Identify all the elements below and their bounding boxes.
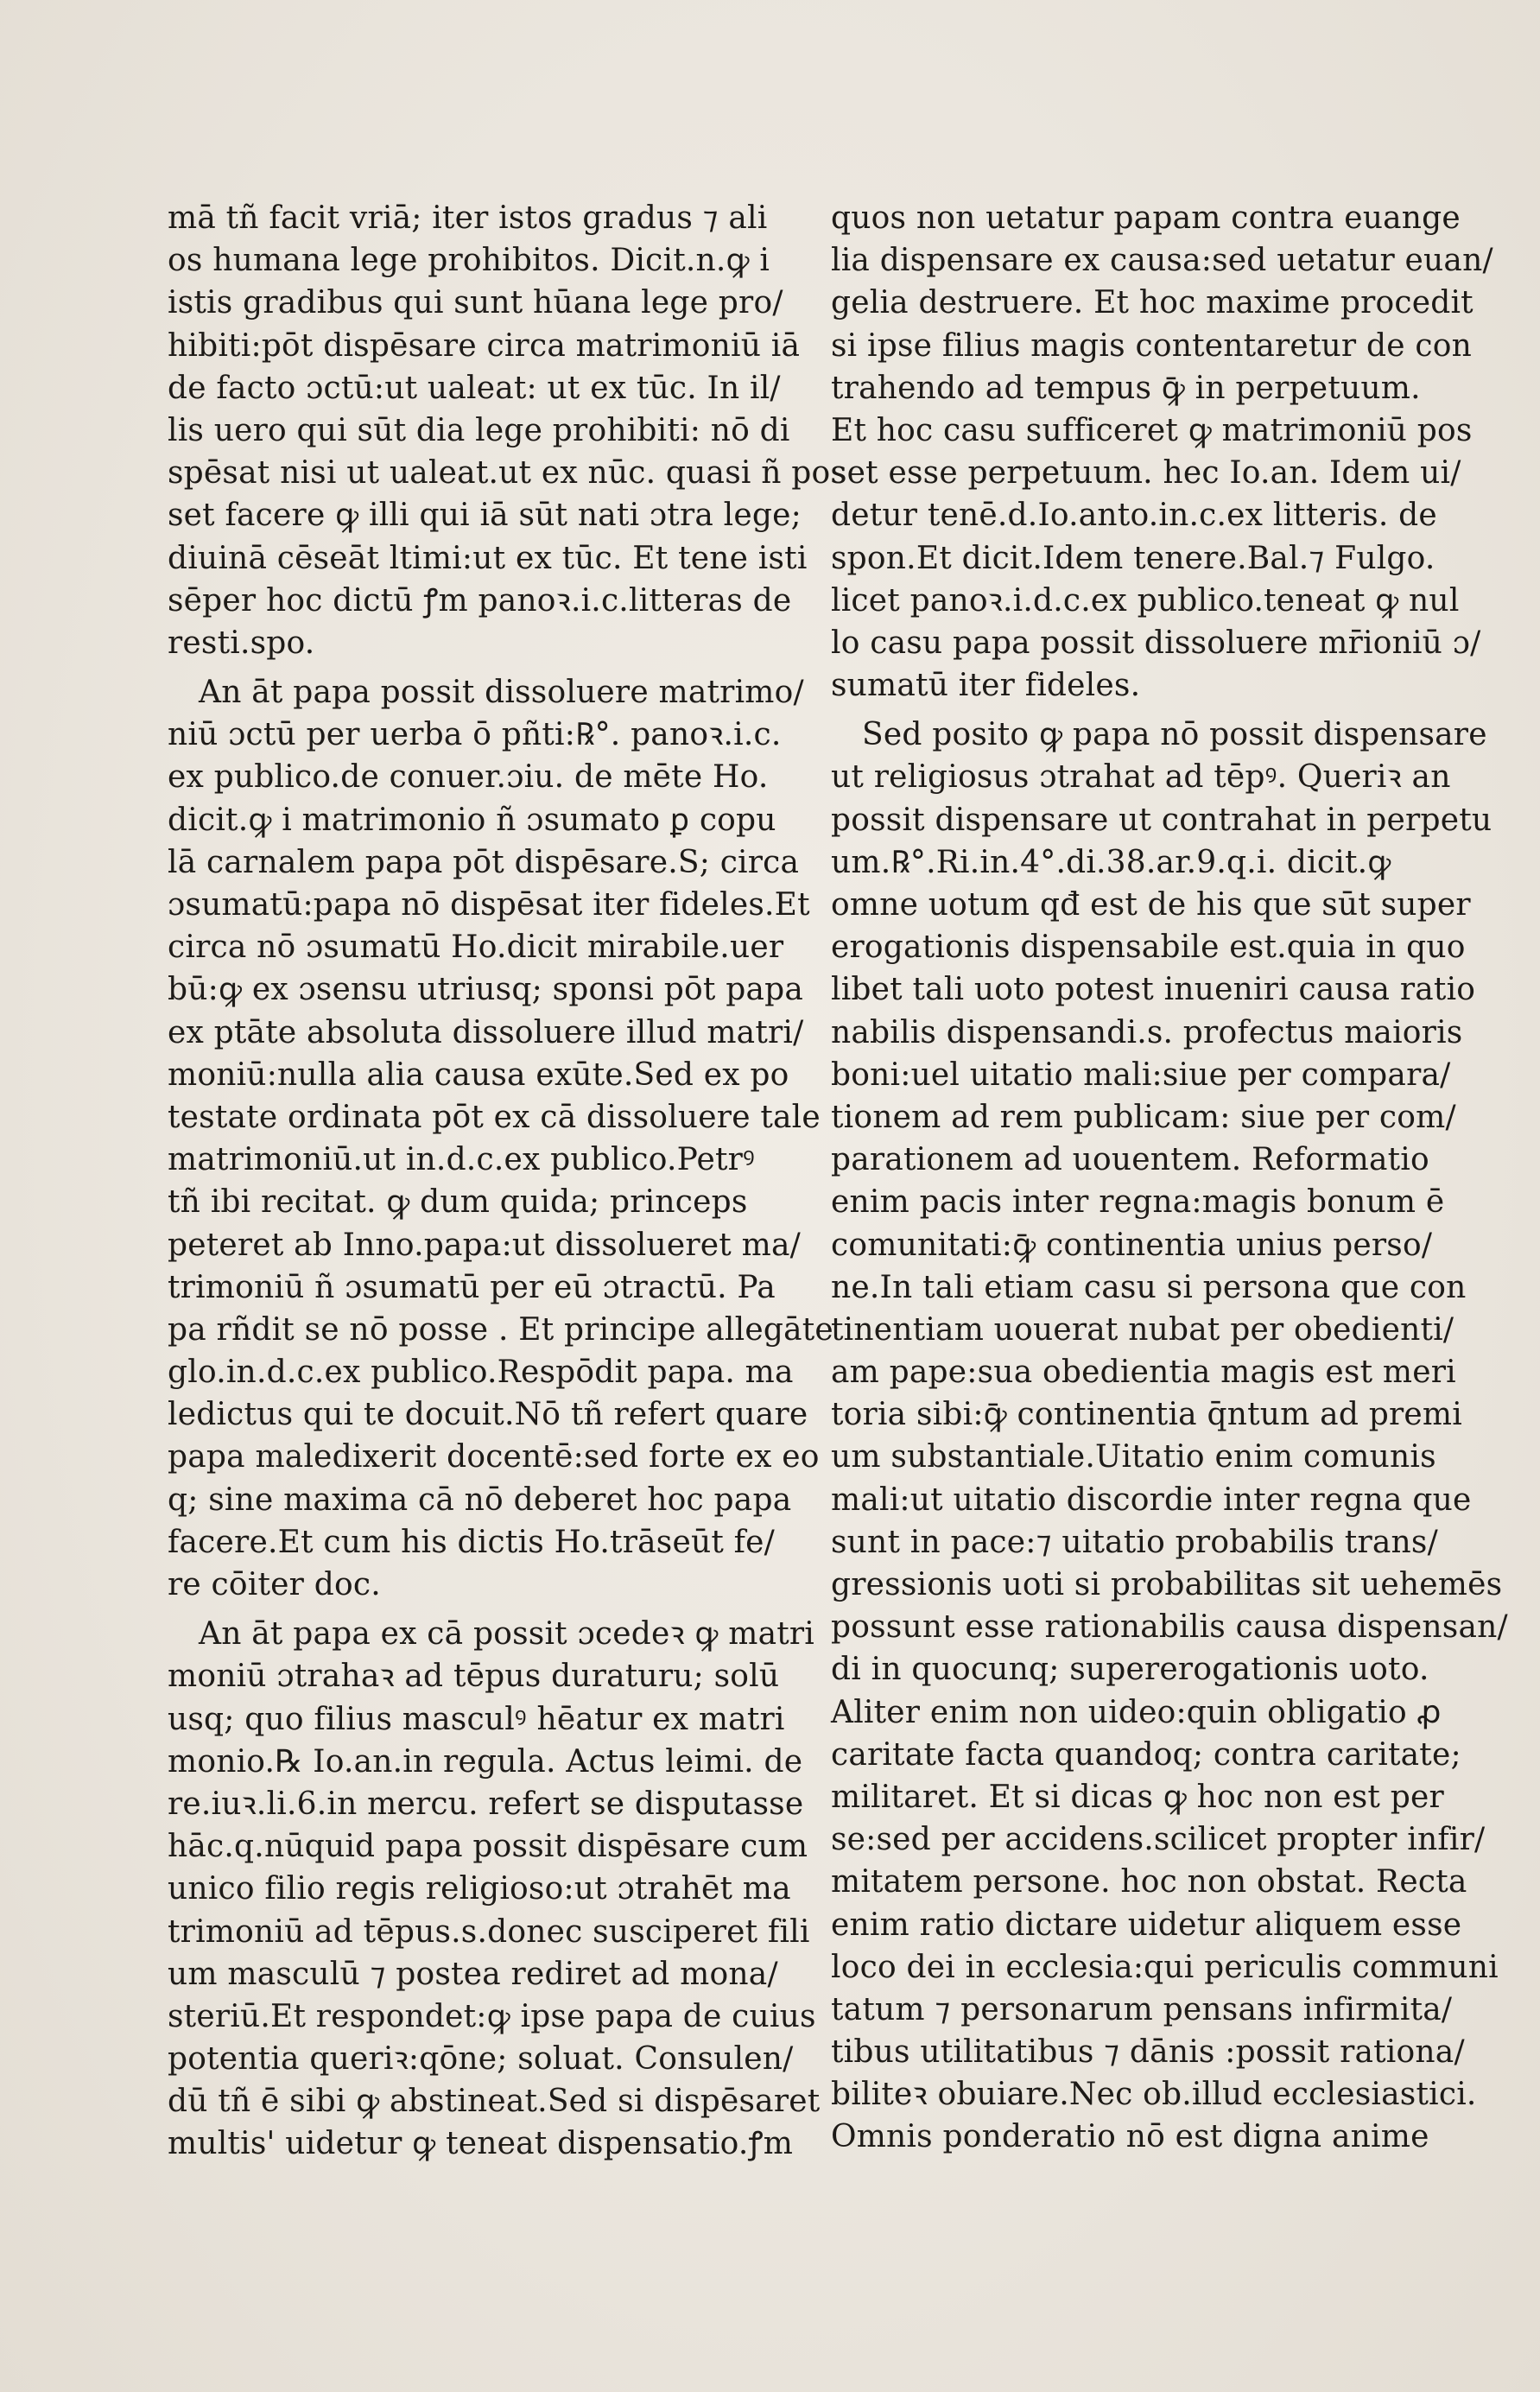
text-line: dicit.ꝙ i matrimonio ñ ɔsumato ꝑ copu xyxy=(168,802,776,838)
text-line: lā carnalem papa pōt dispēsare.S; circa xyxy=(168,844,800,880)
text-line: ut religiosus ɔtrahat ad tēpꝰ. Queriꝛ an xyxy=(831,759,1451,796)
text-line: enim ratio dictare uidetur aliquem esse xyxy=(831,1907,1462,1943)
text-line: comunitati:ꝙ̄ continentia unius perso/ xyxy=(831,1227,1433,1263)
text-line: resti.spo. xyxy=(168,625,315,661)
text-line: moniū:nulla alia causa exūte.Sed ex po xyxy=(168,1056,789,1093)
text-line: ex publico.de conuer.ɔiu. de mēte Ho. xyxy=(168,759,769,796)
text-line: bū:ꝙ ex ɔsensu utriusq; sponsi pōt papa xyxy=(168,972,804,1008)
text-line: set facere ꝙ illi qui iā sūt nati ɔtra lege; xyxy=(168,498,802,534)
text-line: libet tali uoto potest inueniri causa ratio xyxy=(831,972,1476,1008)
text-line: omne uotum qđ est de his que sūt super xyxy=(831,887,1471,923)
text-line: possit dispensare ut contrahat in perpetu xyxy=(831,802,1492,838)
text-line: re cōiter doc. xyxy=(168,1567,381,1602)
text-line: boni:uel uitatio mali:siue per compara/ xyxy=(831,1056,1451,1093)
text-line: sumatū iter fideles. xyxy=(831,668,1141,704)
text-line: si ipse filius magis contentaretur de con xyxy=(831,327,1472,364)
text-line: lo casu papa possit dissoluere mr̄ioniū ɔ/ xyxy=(831,625,1481,661)
text-line: ne.In tali etiam casu si persona que con xyxy=(831,1269,1467,1305)
text-line: loco dei in ecclesia:qui periculis communi xyxy=(831,1949,1499,1985)
text-line: Sed posito ꝙ papa nō possit dispensare xyxy=(862,717,1487,753)
text-line: papa maledixerit docentē:sed forte ex eo xyxy=(168,1439,820,1475)
text-line: tatum ⁊ personarum pensans infirmita/ xyxy=(831,1991,1453,2027)
text-line: matrimoniū.ut in.d.c.ex publico.Petrꝰ xyxy=(168,1142,755,1178)
text-line: mali:ut uitatio discordie inter regna que xyxy=(831,1482,1472,1518)
text-line: tinentiam uouerat nubat per obedienti/ xyxy=(831,1311,1454,1348)
text-line: detur tenē.d.Io.anto.in.c.ex litteris. de xyxy=(831,498,1437,534)
left-column xyxy=(168,197,847,2166)
text-line: multis' uidetur ꝙ teneat dispensatio.ꝭm xyxy=(168,2126,794,2162)
text-line: tñ ibi recitat. ꝙ dum quida; princeps xyxy=(168,1184,748,1221)
text-line: hibiti:pōt dispēsare circa matrimoniū iā xyxy=(168,327,801,364)
text-line: mā tñ facit vriā; iter istos gradus ⁊ ali xyxy=(168,200,768,236)
text-line: moniū ɔtrahaꝛ ad tēpus duraturu; solū xyxy=(168,1659,780,1695)
text-line: nabilis dispensandi.s. profectus maioris xyxy=(831,1014,1463,1050)
text-line: niū ɔctū per uerba ō pñti:℞°. panoꝛ.i.c. xyxy=(168,717,782,753)
text-line: unico filio regis religioso:ut ɔtrahēt ma xyxy=(168,1871,791,1907)
text-line: trimoniū ñ ɔsumatū per eū ɔtractū. Pa xyxy=(168,1269,776,1305)
text-line: dū tñ ē sibi ꝙ abstineat.Sed si dispēsaret xyxy=(168,2084,821,2120)
text-line: trimoniū ad tēpus.s.donec susciperet fili xyxy=(168,1913,810,1950)
text-line: se:sed per accidens.scilicet propter infir/ xyxy=(831,1822,1486,1858)
text-line: tibus utilitatibus ⁊ dānis :possit rationa/ xyxy=(831,2034,1465,2071)
text-line: peteret ab Inno.papa:ut dissolueret ma/ xyxy=(168,1227,801,1263)
text-line: gressionis uoti si probabilitas sit uehemēs xyxy=(831,1567,1503,1602)
paragraph xyxy=(831,197,1493,707)
text-line: facere.Et cum his dictis Ho.trāseūt fe/ xyxy=(168,1524,776,1560)
text-line: os humana lege prohibitos. Dicit.n.ꝙ i xyxy=(168,243,770,279)
text-line: An āt papa possit dissoluere matrimo/ xyxy=(199,675,804,711)
text-line: istis gradibus qui sunt hūana lege pro/ xyxy=(168,285,783,321)
text-line: militaret. Et si dicas ꝙ hoc non est per xyxy=(831,1779,1444,1815)
paragraph xyxy=(831,714,1508,2158)
text-line: spēsat nisi ut ualeat.ut ex nūc. quasi ñ pos xyxy=(168,455,847,492)
text-line: set esse perpetuum. hec Io.an. Idem ui/ xyxy=(831,455,1461,492)
text-line: lia dispensare ex causa:sed uetatur euan/ xyxy=(831,243,1493,279)
paragraph xyxy=(168,671,833,1606)
text-line: um masculū ⁊ postea rediret ad mona/ xyxy=(168,1956,778,1992)
text-line: trahendo ad tempus ꝙ̄ in perpetuum. xyxy=(831,370,1421,406)
text-line: erogationis dispensabile est.quia in quo xyxy=(831,930,1466,966)
text-line: re.iuꝛ.li.6.in mercu. refert se disputasse xyxy=(168,1786,804,1822)
text-line: potentia queriꝛ:qōne; soluat. Consulen/ xyxy=(168,2041,794,2078)
text-line: di in quocunq; supererogationis uoto. xyxy=(831,1652,1429,1688)
text-line: glo.in.d.c.ex publico.Respōdit papa. ma xyxy=(168,1355,794,1391)
text-line: steriū.Et respondet:ꝙ ipse papa de cuius xyxy=(168,1998,816,2034)
text-line: biliteꝛ obuiare.Nec ob.illud ecclesiastici. xyxy=(831,2077,1477,2113)
text-line: am pape:sua obedientia magis est meri xyxy=(831,1355,1456,1391)
text-line: licet panoꝛ.i.d.c.ex publico.teneat ꝙ nul xyxy=(831,582,1460,619)
paragraph xyxy=(168,197,847,664)
text-line: caritate facta quandoq; contra caritate; xyxy=(831,1736,1461,1773)
text-line: de facto ɔctū:ut ualeat: ut ex tūc. In il/ xyxy=(168,370,781,406)
text-line: pa rñdit se nō posse . Et principe allegāte xyxy=(168,1311,833,1348)
text-line: possunt esse rationabilis causa dispensan/ xyxy=(831,1609,1508,1646)
text-line: gelia destruere. Et hoc maxime procedit xyxy=(831,285,1473,321)
text-line: lis uero qui sūt dia lege prohibiti: nō di xyxy=(168,412,790,448)
text-line: um substantiale.Uitatio enim comunis xyxy=(831,1439,1436,1475)
text-line: diuinā cēseāt ltimi:ut ex tūc. Et tene isti xyxy=(168,540,808,576)
text-line: usq; quo filius masculꝰ hēatur ex matri xyxy=(168,1701,785,1737)
text-line: toria sibi:ꝙ̄ continentia q̄ntum ad premi xyxy=(831,1397,1462,1433)
text-line: parationem ad uouentem. Reformatio xyxy=(831,1142,1429,1178)
text-line: ex ptāte absoluta dissoluere illud matri/ xyxy=(168,1014,804,1050)
text-line: sunt in pace:⁊ uitatio probabilis trans/ xyxy=(831,1524,1438,1560)
text-line: Omnis ponderatio nō est digna anime xyxy=(831,2119,1429,2155)
text-line: ɔsumatū:papa nō dispēsat iter fideles.Et xyxy=(168,887,810,923)
text-line: enim pacis inter regna:magis bonum ē xyxy=(831,1184,1445,1221)
text-line: Aliter enim non uideo:quin obligatio ꝓ xyxy=(831,1694,1442,1730)
text-line: An āt papa ex cā possit ɔcedeꝛ ꝙ matri xyxy=(199,1616,815,1653)
paragraph xyxy=(168,1613,821,2165)
text-line: q; sine maxima cā nō deberet hoc papa xyxy=(168,1482,792,1518)
text-line: spon.Et dicit.Idem tenere.Bal.⁊ Fulgo. xyxy=(831,540,1435,576)
text-line: testate ordinata pōt ex cā dissoluere tale xyxy=(168,1099,821,1135)
text-line: tionem ad rem publicam: siue per com/ xyxy=(831,1099,1456,1135)
text-line: ledictus qui te docuit.Nō tñ refert quare xyxy=(168,1397,808,1433)
text-line: monio.℞ Io.an.in regula. Actus leimi. de xyxy=(168,1743,803,1780)
text-line: quos non uetatur papam contra euange xyxy=(831,200,1461,236)
text-line: um.℞°.Ri.in.4°.di.38.ar.9.q.i. dicit.ꝙ xyxy=(831,844,1391,880)
text-line: circa nō ɔsumatū Ho.dicit mirabile.uer xyxy=(168,930,784,966)
text-line: sēper hoc dictū ꝭm panoꝛ.i.c.litteras de xyxy=(168,582,792,619)
text-line: hāc.q.nūquid papa possit dispēsare cum xyxy=(168,1829,808,1865)
right-column xyxy=(831,197,1508,2159)
text-line: Et hoc casu sufficeret ꝙ matrimoniū pos xyxy=(831,412,1473,448)
text-line: mitatem persone. hoc non obstat. Recta xyxy=(831,1864,1467,1900)
